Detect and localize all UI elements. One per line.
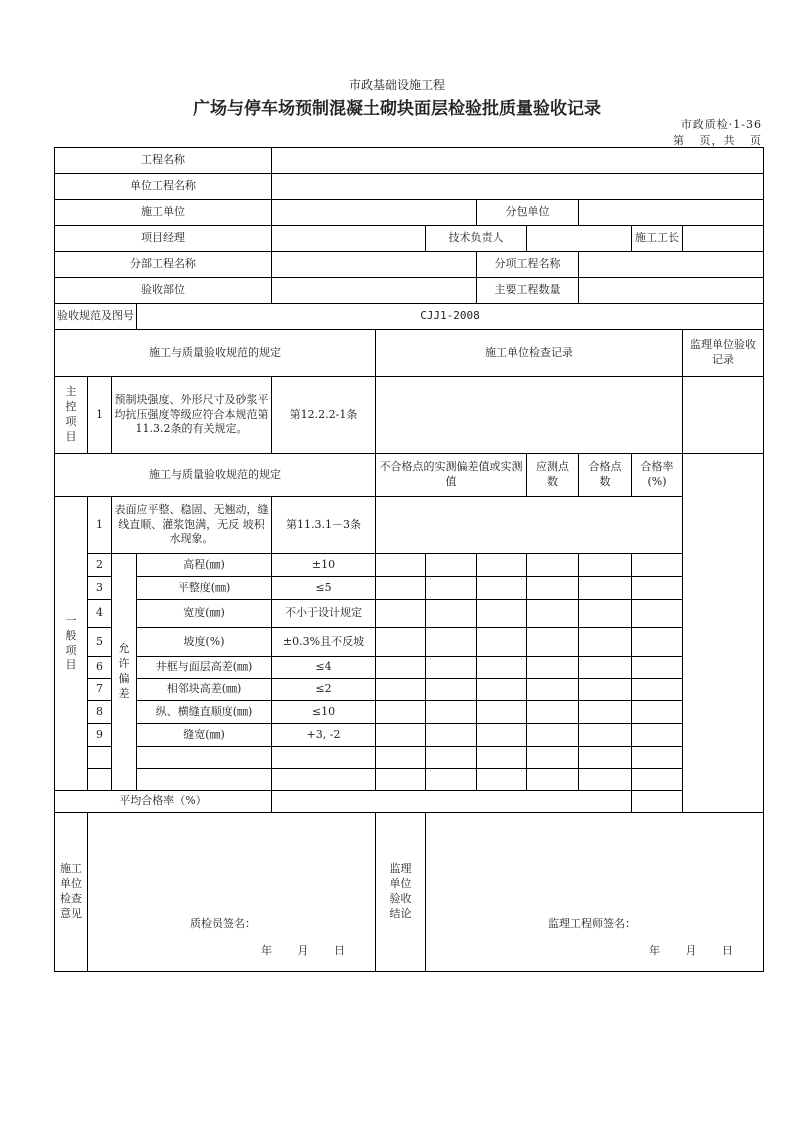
row-no: 3 [88, 577, 112, 600]
cell[interactable] [477, 747, 527, 769]
row-name: 相邻块高差(㎜) [137, 679, 272, 701]
row-name: 井框与面层高差(㎜) [137, 657, 272, 679]
cell[interactable] [426, 554, 477, 577]
cell[interactable] [376, 769, 426, 791]
main-item-supervisor[interactable] [683, 377, 764, 454]
row-inspect-part [55, 278, 764, 304]
main-item-desc: 预制块强度、外形尺寸及砂浆平均抗压强度等级应符合本规范第11.3.2条的有关规定。 [112, 377, 272, 454]
cell[interactable] [579, 577, 632, 600]
row-value: ≤2 [272, 679, 376, 701]
item-project-label: 分项工程名称 [477, 252, 579, 278]
cell[interactable] [426, 628, 477, 657]
row-no [88, 747, 112, 769]
contractor-opinion-label: 施工单位检查意见 [55, 813, 88, 972]
cell[interactable] [527, 769, 579, 791]
general-spec-header: 施工与质量验收规范的规定 [55, 454, 376, 497]
cell[interactable] [579, 600, 632, 628]
main-spec-header: 施工与质量验收规范的规定 [55, 330, 376, 377]
table-row [55, 724, 764, 747]
row-no [88, 769, 112, 791]
sub-project-value[interactable] [272, 252, 477, 278]
inspect-part-value[interactable] [272, 278, 477, 304]
cell[interactable] [579, 769, 632, 791]
main-item-record[interactable] [376, 377, 683, 454]
row-average-rate [55, 791, 764, 813]
cell[interactable] [376, 679, 426, 701]
general-item1-clause: 第11.3.1－3条 [272, 497, 376, 554]
item-project-value[interactable] [579, 252, 764, 278]
cell[interactable] [426, 724, 477, 747]
cell[interactable] [426, 657, 477, 679]
cell[interactable] [579, 628, 632, 657]
cell[interactable] [527, 701, 579, 724]
cell[interactable] [527, 577, 579, 600]
inspection-form-table [54, 147, 764, 972]
cell[interactable] [527, 600, 579, 628]
main-record-header: 施工单位检查记录 [376, 330, 683, 377]
cell[interactable] [632, 724, 683, 747]
sub-project-label: 分部工程名称 [55, 252, 272, 278]
main-control-label: 主控项目 [55, 377, 88, 454]
row-no: 4 [88, 600, 112, 628]
row-value: ±10 [272, 554, 376, 577]
cell[interactable] [632, 769, 683, 791]
cell[interactable] [527, 679, 579, 701]
cell[interactable] [426, 600, 477, 628]
row-no: 9 [88, 724, 112, 747]
row-value: 不小于设计规定 [272, 600, 376, 628]
cell[interactable] [527, 657, 579, 679]
row-name [137, 747, 272, 769]
row-contractor [55, 200, 764, 226]
cell[interactable] [579, 724, 632, 747]
general-pass-header: 合格点数 [579, 454, 632, 497]
document-category: 市政基础设施工程 [348, 78, 445, 92]
cell[interactable] [579, 701, 632, 724]
cell[interactable] [579, 554, 632, 577]
row-main-header [55, 330, 764, 377]
project-name-value[interactable] [272, 148, 764, 174]
page-number: 第 页，共 页 [673, 134, 762, 147]
cell[interactable] [376, 628, 426, 657]
row-value: ≤5 [272, 577, 376, 600]
cell[interactable] [579, 657, 632, 679]
pm-label: 项目经理 [55, 226, 272, 252]
spec-label: 验收规范及图号 [55, 304, 137, 330]
row-general-header [55, 454, 764, 497]
table-row [55, 628, 764, 657]
pm-value[interactable] [272, 226, 426, 252]
cell[interactable] [477, 679, 527, 701]
cell[interactable] [426, 701, 477, 724]
unit-project-value[interactable] [272, 174, 764, 200]
cell[interactable] [632, 701, 683, 724]
row-name [137, 769, 272, 791]
row-no: 6 [88, 657, 112, 679]
cell[interactable] [632, 600, 683, 628]
foreman-label: 施工工长 [632, 226, 683, 252]
row-name: 纵、横缝直顺度(㎜) [137, 701, 272, 724]
cell[interactable] [527, 747, 579, 769]
cell[interactable] [376, 724, 426, 747]
main-item-clause: 第12.2.2-1条 [272, 377, 376, 454]
cell[interactable] [376, 701, 426, 724]
main-item-no: 1 [88, 377, 112, 454]
cell[interactable] [426, 577, 477, 600]
supervisor-date: 年 月 日 [649, 944, 733, 958]
row-no: 2 [88, 554, 112, 577]
row-signoff [55, 813, 764, 972]
row-name: 缝宽(㎜) [137, 724, 272, 747]
contractor-opinion-area[interactable] [88, 813, 376, 972]
table-row [55, 600, 764, 628]
supervisor-signature-label: 监理工程师签名： [548, 917, 636, 931]
cell[interactable] [376, 657, 426, 679]
row-project-name [55, 148, 764, 174]
contractor-value[interactable] [272, 200, 477, 226]
contractor-label: 施工单位 [55, 200, 272, 226]
tech-lead-value[interactable] [527, 226, 632, 252]
cell[interactable] [477, 657, 527, 679]
form-code: 市政质检·1-36 [680, 118, 762, 131]
row-value: ≤4 [272, 657, 376, 679]
table-row [55, 747, 764, 769]
row-name: 宽度(㎜) [137, 600, 272, 628]
cell[interactable] [579, 747, 632, 769]
general-item1-record[interactable] [376, 497, 683, 554]
main-quantity-label: 主要工程数量 [477, 278, 579, 304]
row-no: 8 [88, 701, 112, 724]
row-sub-project [55, 252, 764, 278]
cell[interactable] [477, 701, 527, 724]
inspector-signature-label: 质检员签名： [190, 917, 256, 931]
row-name: 坡度(%) [137, 628, 272, 657]
average-rate-label: 平均合格率（%） [55, 791, 272, 813]
subcontractor-value[interactable] [579, 200, 764, 226]
cell[interactable] [527, 724, 579, 747]
cell[interactable] [632, 554, 683, 577]
row-value: ≤10 [272, 701, 376, 724]
unit-project-label: 单位工程名称 [55, 174, 272, 200]
general-unqualified-header: 不合格点的实测偏差值或实测值 [376, 454, 527, 497]
row-no: 5 [88, 628, 112, 657]
row-name: 高程(㎜) [137, 554, 272, 577]
row-unit-project [55, 174, 764, 200]
cell[interactable] [376, 600, 426, 628]
cell[interactable] [477, 769, 527, 791]
subcontractor-label: 分包单位 [477, 200, 579, 226]
table-row [55, 679, 764, 701]
row-value [272, 747, 376, 769]
project-name-label: 工程名称 [55, 148, 272, 174]
cell[interactable] [527, 628, 579, 657]
main-supervisor-header: 监理单位验收记录 [683, 330, 764, 377]
tolerance-label: 允许偏差 [112, 554, 137, 791]
cell[interactable] [477, 600, 527, 628]
cell[interactable] [426, 679, 477, 701]
cell[interactable] [527, 554, 579, 577]
supervisor-conclusion-label: 监理单位验收结论 [376, 813, 426, 972]
cell[interactable] [632, 679, 683, 701]
row-spec [55, 304, 764, 330]
cell[interactable] [477, 577, 527, 600]
inspect-part-label: 验收部位 [55, 278, 272, 304]
table-row [55, 577, 764, 600]
general-points-header: 应测点数 [527, 454, 579, 497]
general-supervisor-cell[interactable] [683, 454, 764, 813]
cell[interactable] [426, 747, 477, 769]
main-quantity-value[interactable] [579, 278, 764, 304]
cell[interactable] [477, 554, 527, 577]
tech-lead-label: 技术负责人 [426, 226, 527, 252]
row-value: +3, -2 [272, 724, 376, 747]
row-main-item [55, 377, 764, 454]
foreman-value[interactable] [683, 226, 764, 252]
cell[interactable] [632, 657, 683, 679]
cell[interactable] [376, 554, 426, 577]
spec-value: CJJ1-2008 [137, 304, 764, 330]
table-row [55, 769, 764, 791]
general-rate-header: 合格率(%) [632, 454, 683, 497]
row-no: 7 [88, 679, 112, 701]
general-label: 一般项目 [55, 497, 88, 791]
table-row [55, 657, 764, 679]
row-pm [55, 226, 764, 252]
document-title: 广场与停车场预制混凝土砌块面层检验批质量验收记录 [193, 99, 601, 119]
table-row [55, 701, 764, 724]
cell[interactable] [632, 628, 683, 657]
general-item1-no: 1 [88, 497, 112, 554]
average-rate-value[interactable] [272, 791, 632, 813]
table-row [55, 554, 764, 577]
contractor-date: 年 月 日 [261, 944, 345, 958]
cell[interactable] [376, 577, 426, 600]
cell[interactable] [632, 577, 683, 600]
row-general-item1 [55, 497, 764, 554]
row-value [272, 769, 376, 791]
cell[interactable] [376, 747, 426, 769]
cell[interactable] [579, 679, 632, 701]
cell[interactable] [632, 747, 683, 769]
row-value: ±0.3%且不反坡 [272, 628, 376, 657]
general-item1-desc: 表面应平整、稳固、无翘动，缝线直顺、灌浆饱满，无反 坡积水现象。 [112, 497, 272, 554]
row-name: 平整度(㎜) [137, 577, 272, 600]
cell[interactable] [477, 724, 527, 747]
cell[interactable] [426, 769, 477, 791]
supervisor-conclusion-area[interactable] [426, 813, 764, 972]
cell[interactable] [477, 628, 527, 657]
